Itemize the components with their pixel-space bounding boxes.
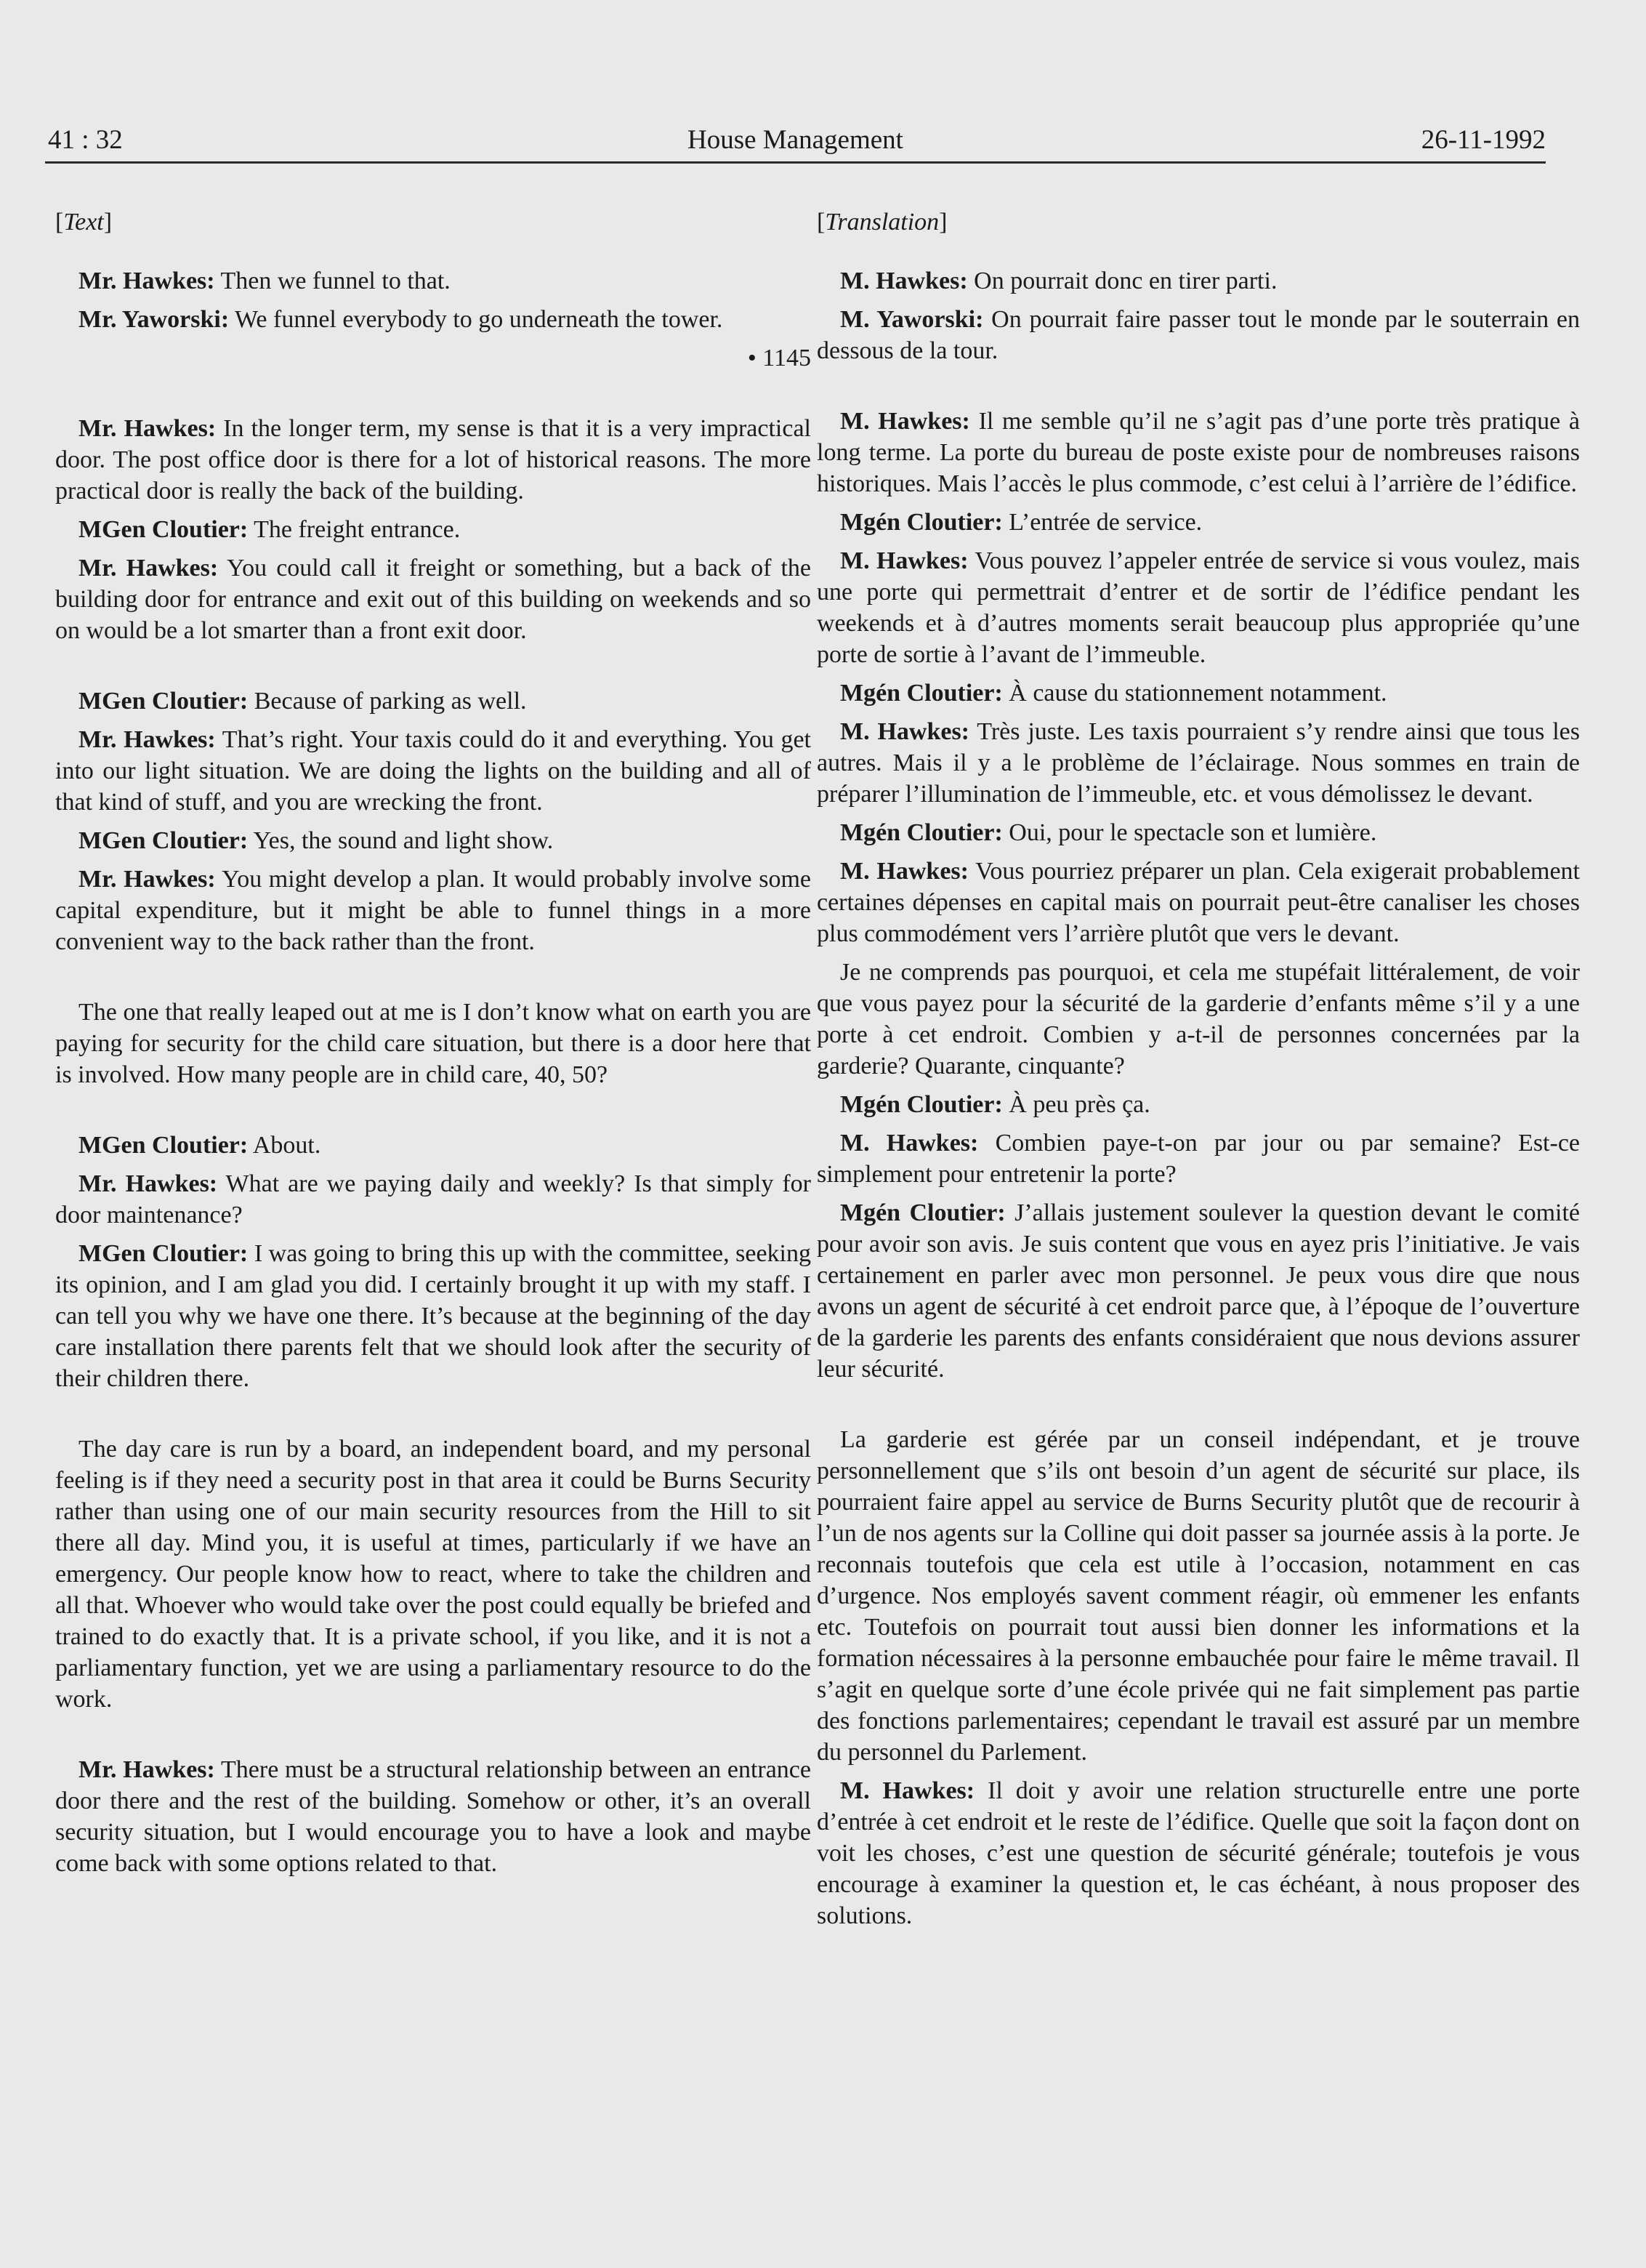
transcript-paragraph: M. Hawkes: Il me semble qu’il ne s’agit pas d’une porte très pratique à long terme. La porte du bureau de poste existe pour de nombreuses raisons historiques. Mais l’accès le plus commode, c’est celui à l’arrière de l’édifice. xyxy=(817,408,1580,497)
speaker-name: Mr. Hawkes: xyxy=(78,866,216,893)
speaker-name: MGen Cloutier: xyxy=(78,1132,249,1159)
transcript-paragraph: M. Hawkes: Vous pouvez l’appeler entrée de service si vous voulez, mais une porte qui permettrait d’entrer et de sortir de l’édifice pendant les weekends et à d’autres moments serait beaucoup plus appropriée qu’une porte de sortie à l’avant de l’immeuble. xyxy=(817,547,1580,668)
transcript-paragraph: La garderie est gérée par un conseil indépendant, et je trouve personnellement que s’ils ont besoin d’un agent de sécurité sur place, ils pourraient faire appel au service de Burns Security plutôt que de recourir à l’un de nos agents sur la Colline qui doit passer sa journée assis à la porte. Je reconnais toutefois que cela est utile à l’occasion, notamment en cas d’urgence. Nos employés savent comment réagir, où emmener les enfants etc. Toutefois on pourrait tout aussi bien donner les informations et la formation nécessaires à la personne embauchée pour faire le même travail. Il s’agit en quelque sorte d’une école privée qui ne fait simplement pas partie des fonctions parlementaires; cependant le travail est assuré par un membre du personnel du Parlement. xyxy=(817,1426,1580,1766)
french-column xyxy=(817,206,1580,1939)
speaker-name: Mr. Yaworski: xyxy=(78,306,230,333)
speaker-name: Mgén Cloutier: xyxy=(840,819,1003,846)
speaker-name: Mr. Hawkes: xyxy=(78,1170,218,1197)
transcript-paragraph: MGen Cloutier: I was going to bring this up with the committee, seeking its opinion, and I am glad you did. I certainly brought it up with my staff. I can tell you why we have one there. It’s because at the beginning of the day care installation there parents felt that we should look after the security of their children there. xyxy=(55,1240,812,1392)
running-title: House Management xyxy=(687,125,903,155)
column-tag-translation: [Translation] xyxy=(817,209,948,236)
speaker-name: Mgén Cloutier: xyxy=(840,680,1003,707)
transcript-paragraph: Mr. Hawkes: In the longer term, my sense is that it is a very impractical door. The post office door is there for a lot of historical reasons. The more practical door is really the back of the building. xyxy=(55,415,811,504)
speaker-name: Mgén Cloutier: xyxy=(840,509,1003,536)
speaker-name: Mgén Cloutier: xyxy=(840,1199,1006,1226)
speaker-name: Mr. Hawkes: xyxy=(78,1756,215,1783)
transcript-paragraph: Mr. Hawkes: You might develop a plan. It would probably involve some capital expenditure, but it might be able to funnel things in a more convenient way to the back rather than the front. xyxy=(55,866,812,955)
speaker-name: Mr. Hawkes: xyxy=(78,268,215,294)
speaker-name: M. Hawkes: xyxy=(840,408,970,435)
transcript-paragraph: The day care is run by a board, an independent board, and my personal feeling is if they need a security post in that area it could be Burns Security rather than using one of our main security resources from the Hill to sit there all day. Mind you, it is useful at times, particularly if we have an emergency. Our people know how to react, where to take the children and all that. Whoever who would take over the post could equally be briefed and trained to do exactly that. It is a private school, if you like, and it is not a parliamentary function, yet we are using a parliamentary resource to do the work. xyxy=(55,1436,811,1713)
transcript-paragraph: Mr. Hawkes: That’s right. Your taxis could do it and everything. You get into our light situation. We are doing the lights on the building and all of that kind of stuff, and you are wrecking the front. xyxy=(55,726,811,816)
transcript-paragraph: M. Hawkes: Il doit y avoir une relation structurelle entre une porte d’entrée à cet endroit et le reste de l’édifice. Quelle que soit la façon dont on voit les choses, c’est une question de sécurité générale; toutefois je vous encourage à examiner la question et, le cas échéant, à nous proposer des solutions. xyxy=(817,1777,1580,1929)
speaker-name: MGen Cloutier: xyxy=(78,688,249,715)
speaker-name: Mgén Cloutier: xyxy=(840,1091,1003,1118)
transcript-paragraph: MGen Cloutier: The freight entrance. xyxy=(78,516,461,543)
speaker-name: M. Hawkes: xyxy=(840,1777,975,1804)
transcript-paragraph: The one that really leaped out at me is I don’t know what on earth you are paying for security for the child care situation, but there is a door here that is involved. How many people are in child care, 40, 50? xyxy=(55,999,811,1088)
transcript-paragraph: M. Hawkes: On pourrait donc en tirer parti. xyxy=(840,268,1278,294)
transcript-paragraph: Mr. Hawkes: What are we paying daily and weekly? Is that simply for door maintenance? xyxy=(55,1170,811,1228)
transcript-paragraph: Mgén Cloutier: À cause du stationnement notamment. xyxy=(840,680,1387,707)
page-header xyxy=(45,116,1546,164)
speaker-name: MGen Cloutier: xyxy=(78,516,249,543)
transcript-paragraph: MGen Cloutier: Yes, the sound and light show. xyxy=(78,827,554,854)
speaker-name: M. Hawkes: xyxy=(840,718,970,745)
speaker-name: MGen Cloutier: xyxy=(78,827,249,854)
transcript-paragraph: M. Hawkes: Très juste. Les taxis pourraient s’y rendre ainsi que tous les autres. Mais il y a le problème de l’éclairage. Nous sommes en train de préparer l’illumination de l’immeuble, etc. et vous démolissez le devant. xyxy=(817,718,1580,808)
speaker-name: M. Hawkes: xyxy=(840,547,969,574)
speaker-name: Mr. Hawkes: xyxy=(78,415,217,442)
transcript-paragraph: M. Yaworski: On pourrait faire passer tout le monde par le souterrain en dessous de la tour. xyxy=(817,306,1580,364)
transcript-paragraph: MGen Cloutier: About. xyxy=(78,1132,321,1159)
speaker-name: M. Hawkes: xyxy=(840,1130,979,1157)
speaker-name: Mr. Hawkes: xyxy=(78,726,216,753)
transcript-paragraph: MGen Cloutier: Because of parking as well. xyxy=(78,688,527,715)
column-tag-text: [Text] xyxy=(55,209,113,236)
transcript-paragraph: Mr. Hawkes: You could call it freight or something, but a back of the building door for entrance and exit out of this building on weekends and so on would be a lot smarter than a front exit door. xyxy=(55,555,812,644)
speaker-name: M. Yaworski: xyxy=(840,306,984,333)
speaker-name: M. Hawkes: xyxy=(840,858,969,885)
transcript-paragraph: Je ne comprends pas pourquoi, et cela me stupéfait littéralement, de voir que vous payez pour la sécurité de la garderie d’enfants même s’il y a une porte à cet endroit. Combien y a-t-il de personnes concernées par la garderie? Quarante, cinquante? xyxy=(817,959,1580,1079)
transcript-paragraph: Mgén Cloutier: L’entrée de service. xyxy=(840,509,1203,536)
page-number: 41 : 32 xyxy=(48,125,123,155)
speaker-name: M. Hawkes: xyxy=(840,268,968,294)
transcript-paragraph: M. Hawkes: Combien paye-t-on par jour ou par semaine? Est-ce simplement pour entretenir la porte? xyxy=(817,1130,1581,1188)
page-date: 26-11-1992 xyxy=(1421,125,1546,155)
transcript-paragraph: M. Hawkes: Vous pourriez préparer un plan. Cela exigerait probablement certaines dépenses en capital mais on pourrait peut-être canaliser les choses plus commodément vers l’arrière plutôt que vers le devant. xyxy=(817,858,1580,947)
time-marker: • 1145 xyxy=(747,345,811,371)
english-column xyxy=(55,206,811,1886)
transcript-paragraph: Mgén Cloutier: J’allais justement soulever la question devant le comité pour avoir son avis. Je suis content que vous en ayez pris l’initiative. Je vais certainement en parler avec mon personnel. Je peux vous dire que nous avons un agent de sécurité à cet endroit parce que, à l’époque de l’ouverture de la garderie les parents des enfants considéraient que nous devions assurer leur sécurité. xyxy=(817,1199,1580,1383)
speaker-name: MGen Cloutier: xyxy=(78,1240,249,1267)
transcript-paragraph: Mgén Cloutier: À peu près ça. xyxy=(840,1091,1150,1118)
transcript-paragraph: Mr. Yaworski: We funnel everybody to go underneath the tower. xyxy=(78,306,723,333)
speaker-name: Mr. Hawkes: xyxy=(78,555,219,582)
transcript-paragraph: Mr. Hawkes: Then we funnel to that. xyxy=(78,268,451,294)
transcript-paragraph: Mgén Cloutier: Oui, pour le spectacle son et lumière. xyxy=(840,819,1377,846)
transcript-paragraph: Mr. Hawkes: There must be a structural relationship between an entrance door there and the rest of the building. Somehow or other, it’s an overall security situation, but I would encourage you to have a look and maybe come back with some options related to that. xyxy=(55,1756,811,1877)
